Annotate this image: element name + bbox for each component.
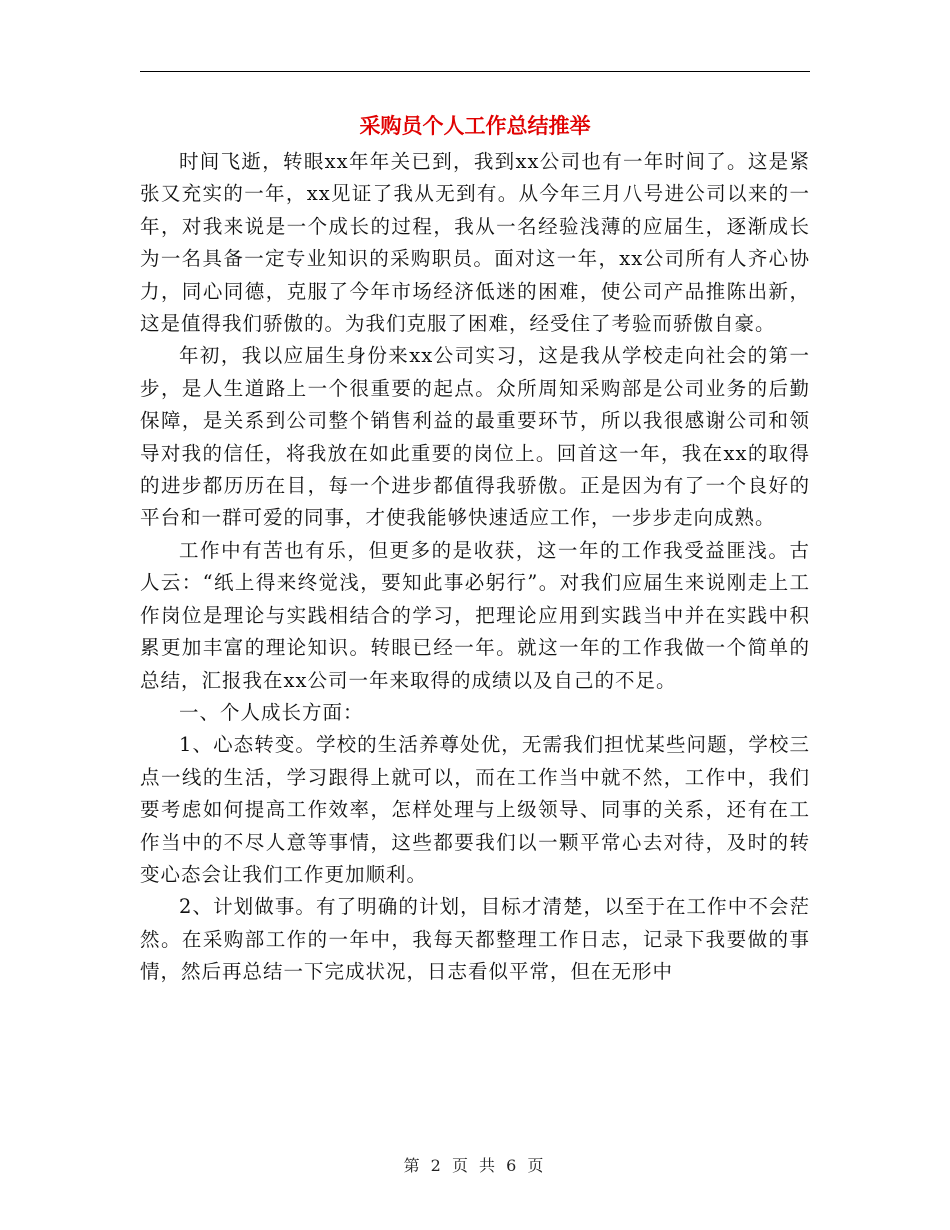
paragraph-mindset-change: 1、心态转变。学校的生活养尊处优，无需我们担忧某些问题，学校三点一线的生活，学习跟得上就可以，而在工作当中就不然，工作中，我们要考虑如何提高工作效率，怎样处理与上级领导、同事的关系，还有在工作当中的不尽人意等事情，这些都要我们以一颗平常心去对待，及时的转变心态会让我们工作更加顺利。 <box>140 733 810 886</box>
page-number: 第 2 页 共 6 页 <box>403 1156 547 1175</box>
document-body <box>140 146 810 989</box>
paragraph-beginning-of-year: 年初，我以应届生身份来xx公司实习，这是我从学校走向社会的第一步，是人生道路上一个很重要的起点。众所周知采购部是公司业务的后勤保障，是关系到公司整个销售利益的最重要环节，所以我很感谢公司和领导对我的信任，将我放在如此重要的岗位上。回首这一年，我在xx的取得的进步都历历在目，每一个进步都值得我骄傲。正是因为有了一个良好的平台和一群可爱的同事，才使我能够快速适应工作，一步步走向成熟。 <box>140 344 810 530</box>
paragraph-work-gains: 工作中有苦也有乐，但更多的是收获，这一年的工作我受益匪浅。古人云：“纸上得来终觉浅，要知此事必躬行”。对我们应届生来说刚走上工作岗位是理论与实践相结合的学习，把理论应用到实践当中并在实践中积累更加丰富的理论知识。转眼已经一年。就这一年的工作我做一个简单的总结，汇报我在xx公司一年来取得的成绩以及自己的不足。 <box>140 538 810 692</box>
header-rule <box>140 71 810 72</box>
document-title: 采购员个人工作总结推举 <box>359 114 591 138</box>
section-heading-personal-growth: 一、个人成长方面： <box>179 700 364 724</box>
paragraph-intro: 时间飞逝，转眼xx年年关已到，我到xx公司也有一年时间了。这是紧张又充实的一年，xx见证了我从无到有。从今年三月八号进公司以来的一年，对我来说是一个成长的过程，我从一名经验浅薄的应届生，逐渐成长为一名具备一定专业知识的采购职员。面对这一年，xx公司所有人齐心协力，同心同德，克服了今年市场经济低迷的困难，使公司产品推陈出新，这是值得我们骄傲的。为我们克服了困难，经受住了考验而骄傲自豪。 <box>140 150 810 336</box>
paragraph-planned-work: 2、计划做事。有了明确的计划，目标才清楚，以至于在工作中不会茫然。在采购部工作的一年中，我每天都整理工作日志，记录下我要做的事情，然后再总结一下完成状况，日志看似平常，但在无形中 <box>140 895 810 984</box>
